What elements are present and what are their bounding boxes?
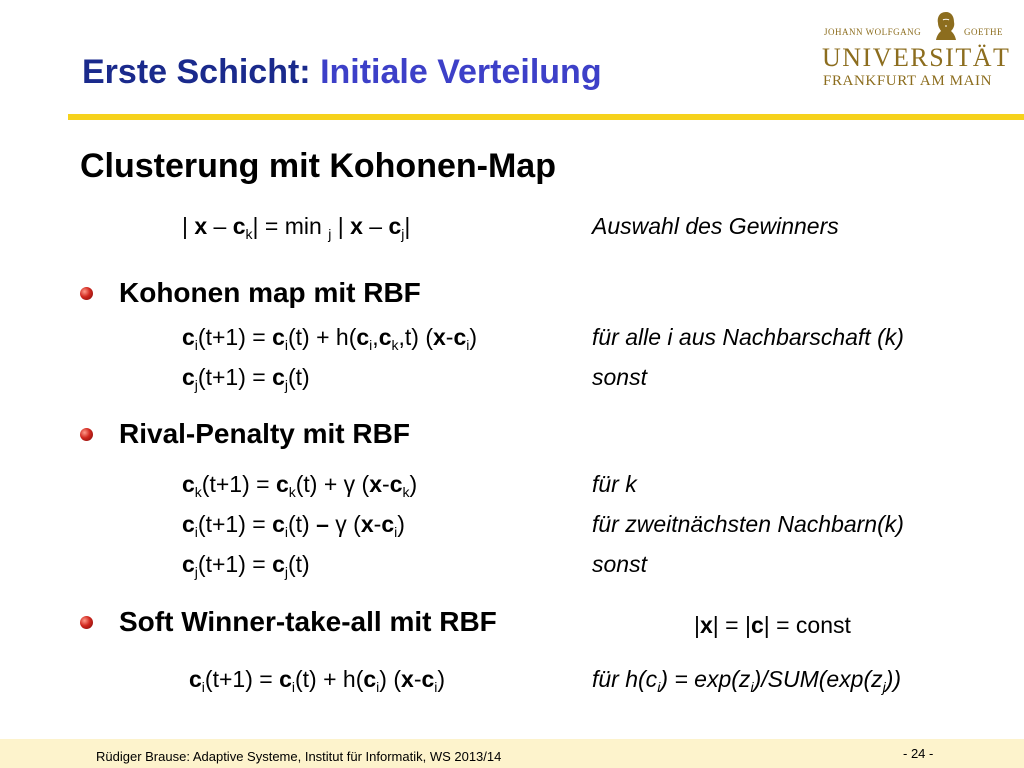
rival-else-formula: $c_j(t+1) = c_j(t)$: [182, 551, 310, 580]
winner-formula: | $x - c_k| = \min _j$ | x – $c_j|$: [182, 213, 411, 242]
rival-penalty-formula: $c_i(t+1) = c_i(t) - \gamma$ $(x-c_i)$: [182, 511, 405, 540]
rival-penalty-comment: für zweitnächsten Nachbarn(k): [592, 511, 904, 537]
bullet-kohonen: [80, 277, 421, 309]
bullet-soft-wta: [80, 606, 497, 638]
bullet-label: Soft Winner-take-all mit RBF: [119, 606, 497, 637]
rival-winner-comment: für k: [592, 471, 637, 497]
winner-comment: Auswahl des Gewinners: [592, 213, 839, 239]
kohonen-else-formula: $c_j(t+1) = c_j(t)$: [182, 364, 310, 393]
bullet-icon: [80, 428, 93, 441]
slide-title: [82, 50, 602, 94]
footer-bar: [0, 739, 1024, 768]
norm-constraint: |x| = |c| = const: [694, 612, 851, 638]
goethe-portrait-icon: [930, 10, 962, 44]
kohonen-update-formula: $c_i(t+1) = c_i(t) + h(c_i,c_k,t)$ $(x-c_i)$: [182, 324, 478, 353]
footer-credit: Rüdiger Brause: Adaptive Systeme, Institut für Informatik, WS 2013/14: [96, 749, 502, 764]
soft-wta-formula: $c_i(t+1) = c_i(t) + h(c_i)$ $(x-c_i)$: [189, 666, 446, 695]
title-main: Initiale Verteilung: [320, 53, 602, 91]
logo-university-name: UNIVERSITÄT: [822, 43, 1011, 72]
section-heading: Clusterung mit Kohonen-Map: [80, 147, 556, 185]
rival-else-comment: sonst: [592, 551, 647, 577]
bullet-label: Kohonen map mit RBF: [119, 277, 421, 308]
soft-wta-comment: für $h(c_i) = \exp(z_i)/SUM(\exp(z_j))$: [592, 666, 902, 695]
bullet-label: Rival-Penalty mit RBF: [119, 418, 410, 449]
page-number: - 24 -: [903, 746, 934, 761]
university-logo: [822, 10, 1012, 96]
title-prefix: Erste Schicht:: [82, 53, 321, 91]
bullet-icon: [80, 616, 93, 629]
logo-top-right: GOETHE: [964, 27, 1003, 37]
logo-top-left: JOHANN WOLFGANG: [824, 27, 922, 37]
rival-winner-formula: $c_k(t+1) = c_k(t) + \gamma$ $(x-c_k)$: [182, 471, 418, 500]
kohonen-else-comment: sonst: [592, 364, 647, 390]
title-rule: [68, 114, 1024, 120]
kohonen-update-comment: für alle i aus Nachbarschaft (k): [592, 324, 904, 350]
bullet-icon: [80, 287, 93, 300]
logo-city: FRANKFURT AM MAIN: [823, 73, 993, 89]
bullet-rival-penalty: [80, 418, 410, 450]
